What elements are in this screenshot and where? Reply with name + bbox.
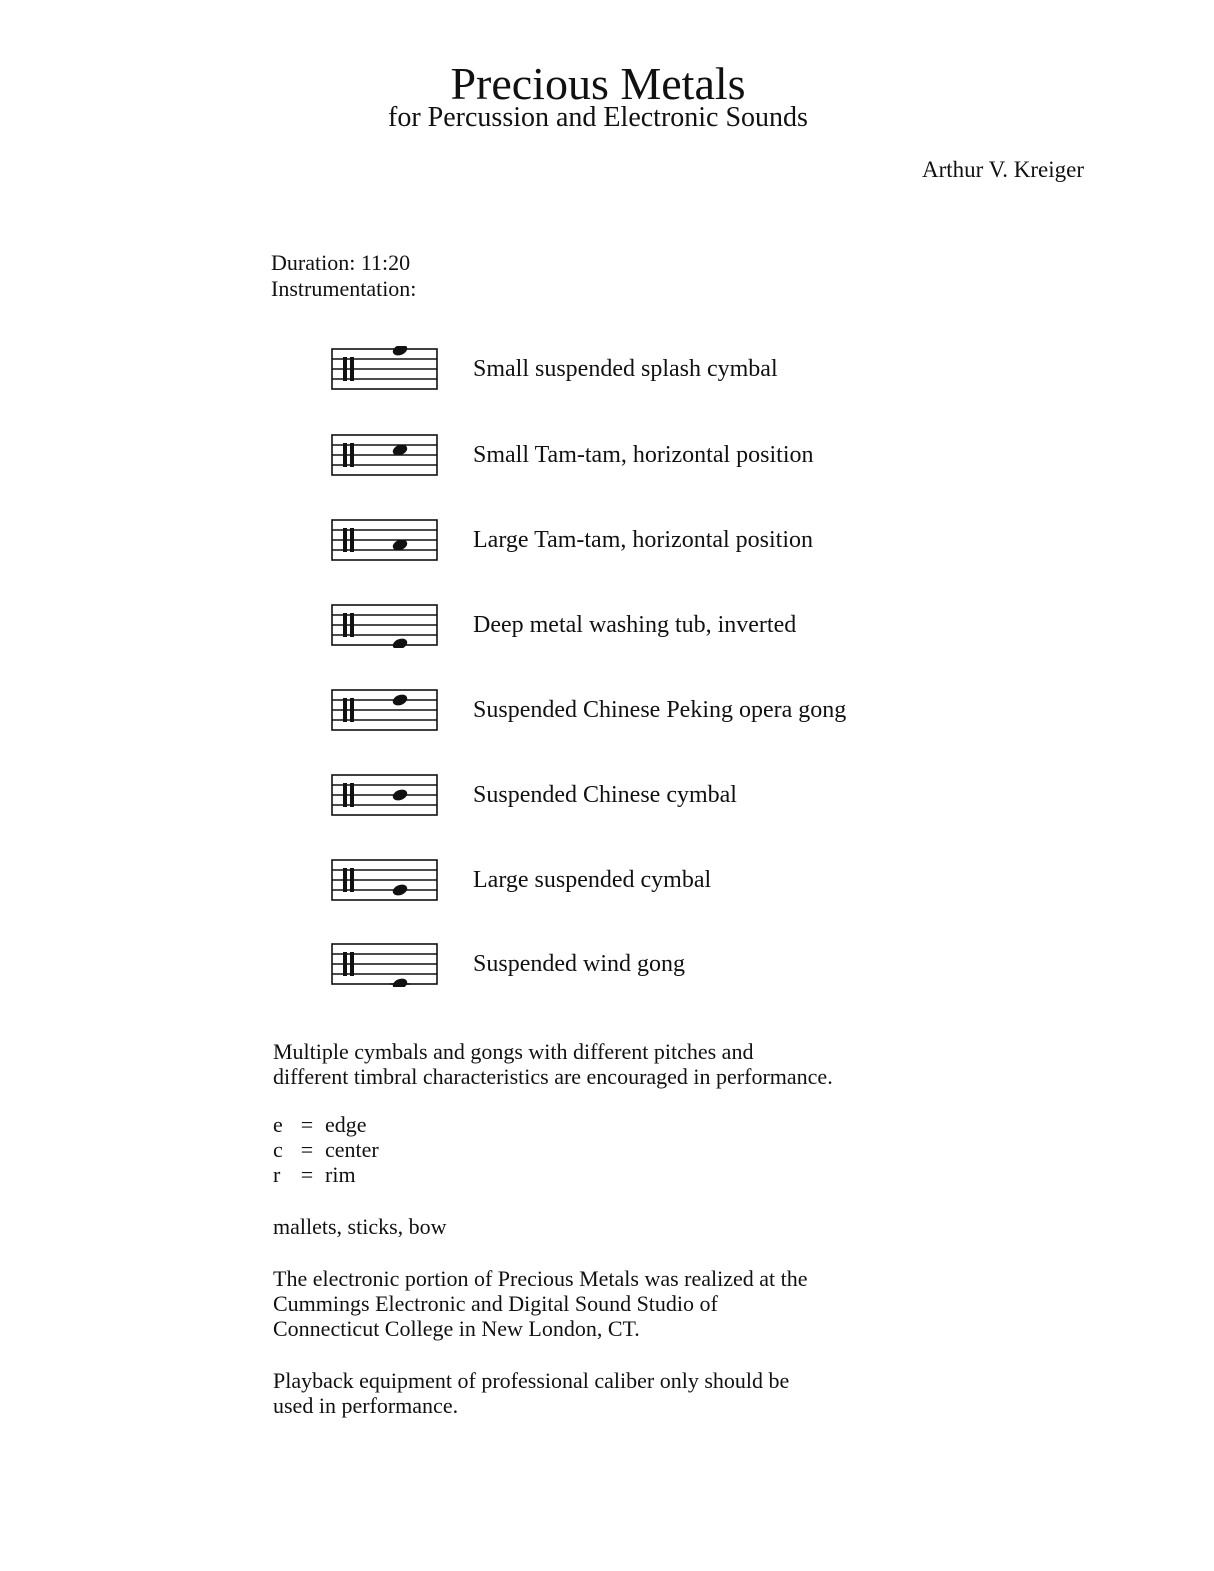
percussion-staff-icon [330, 432, 440, 478]
legend-row [273, 1137, 379, 1162]
legend-meaning: edge [325, 1112, 367, 1137]
performance-note-line: Multiple cymbals and gongs with different pitches and [273, 1039, 754, 1064]
playback-note-line: used in performance. [273, 1393, 459, 1418]
abbreviation-legend [273, 1112, 379, 1187]
legend-equals: = [300, 1162, 314, 1187]
legend-equals: = [300, 1137, 314, 1162]
instrument-row [330, 602, 1030, 648]
playback-note [273, 1368, 973, 1418]
instrument-row [330, 517, 1030, 563]
instrument-label: Suspended wind gong [473, 951, 685, 977]
instrument-label: Deep metal washing tub, inverted [473, 612, 797, 638]
percussion-staff-icon [330, 772, 440, 818]
percussion-staff-icon [330, 687, 440, 733]
instrument-row [330, 432, 1030, 478]
legend-row [273, 1162, 379, 1187]
instrument-row [330, 772, 1030, 818]
legend-row [273, 1112, 379, 1137]
instrument-label: Small Tam-tam, horizontal position [473, 442, 814, 468]
percussion-staff-icon [330, 941, 440, 987]
legend-abbr: c [273, 1137, 283, 1162]
page-title: Precious Metals [450, 58, 746, 109]
instrument-row [330, 346, 1030, 392]
legend-equals: = [300, 1112, 314, 1137]
electronic-note-line: The electronic portion of Precious Metals was realized at the [273, 1266, 808, 1291]
performance-note [273, 1039, 973, 1089]
implements-note: mallets, sticks, bow [273, 1214, 447, 1239]
instrument-label: Small suspended splash cymbal [473, 356, 778, 382]
note-head [391, 977, 409, 987]
instrument-row [330, 941, 1030, 987]
percussion-staff-icon [330, 602, 440, 648]
electronic-note [273, 1266, 973, 1341]
page-subtitle: for Percussion and Electronic Sounds [388, 102, 808, 133]
electronic-note-line: Connecticut College in New London, CT. [273, 1316, 640, 1341]
legend-meaning: center [325, 1137, 379, 1162]
instrument-label: Suspended Chinese cymbal [473, 782, 737, 808]
legend-meaning: rim [325, 1162, 356, 1187]
instrumentation-label: Instrumentation: [271, 276, 417, 301]
duration-text: Duration: 11:20 [271, 250, 411, 275]
percussion-staff-icon [330, 857, 440, 903]
percussion-staff-icon [330, 517, 440, 563]
instrument-label: Large suspended cymbal [473, 867, 712, 893]
electronic-note-line: Cummings Electronic and Digital Sound Studio of [273, 1291, 718, 1316]
note-head [391, 637, 409, 648]
playback-note-line: Playback equipment of professional caliber only should be [273, 1368, 790, 1393]
instrument-label: Suspended Chinese Peking opera gong [473, 697, 847, 723]
instrument-label: Large Tam-tam, horizontal position [473, 527, 814, 553]
instrument-row [330, 857, 1030, 903]
percussion-staff-icon [330, 346, 440, 392]
note-head [391, 693, 409, 708]
legend-abbr: r [273, 1162, 281, 1187]
performance-note-line: different timbral characteristics are encouraged in performance. [273, 1064, 833, 1089]
legend-abbr: e [273, 1112, 283, 1137]
note-head [391, 346, 409, 357]
instrument-row [330, 687, 1030, 733]
note-head [391, 883, 409, 898]
composer-name: Arthur V. Kreiger [921, 157, 1084, 182]
note-head [391, 788, 409, 803]
